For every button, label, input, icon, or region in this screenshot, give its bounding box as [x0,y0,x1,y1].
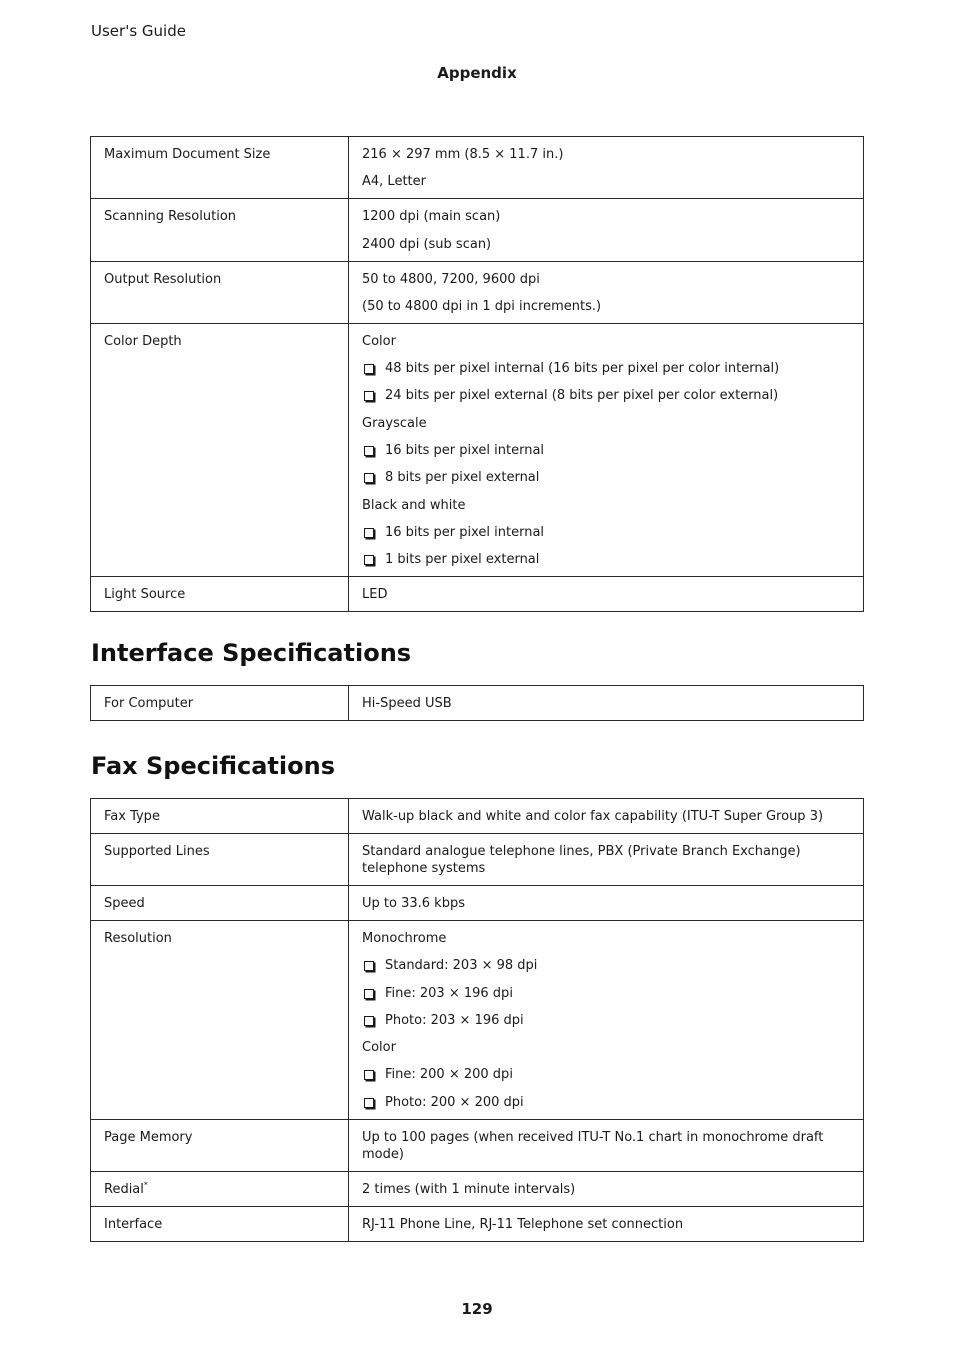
spec-label-cell [91,261,349,323]
spec-value-text: Standard: 203 × 98 dpi [385,958,538,974]
spec-value-text: 2400 dpi (sub scan) [362,236,492,252]
spec-value-text: 50 to 4800, 7200, 9600 dpi [362,271,540,287]
spec-value-line [362,333,850,350]
spec-value-line [362,146,850,163]
spec-value-text: Photo: 203 × 196 dpi [385,1012,524,1028]
spec-value-cell [349,1206,864,1241]
spec-value-text: Black and white [362,497,466,513]
spec-row [91,834,864,886]
spec-value-text: Standard analogue telephone lines, PBX (Private Branch Exchange) telephone systems [362,844,801,876]
spec-label-cell [91,1171,349,1206]
spec-value-line [362,895,850,912]
spec-row [91,577,864,612]
spec-bullet-item [362,524,850,541]
spec-value-line [362,236,850,253]
checkbox-bullet-icon [364,391,374,401]
spec-label-cell [91,1206,349,1241]
spec-value-line [362,1039,850,1056]
spec-value-cell [349,686,864,721]
spec-value-line [362,930,850,947]
spec-value-line [362,173,850,190]
spec-bullet-item [362,985,850,1002]
spec-value-text: 8 bits per pixel external [385,470,540,486]
spec-label-cell [91,886,349,921]
spec-row [91,886,864,921]
spec-value-line [362,415,850,432]
checkbox-bullet-icon [364,1070,374,1080]
spec-label-cell [91,137,349,199]
spec-label: Scanning Resolution [104,209,237,225]
spec-value-line [362,843,850,877]
spec-value-text: LED [362,587,388,603]
interface-specs-table [90,685,864,721]
spec-label: Output Resolution [104,271,222,287]
spec-value-text: 1200 dpi (main scan) [362,209,501,225]
spec-value-text: Walk-up black and white and color fax capability (ITU-T Super Group 3) [362,809,824,824]
checkbox-bullet-icon [364,528,374,538]
spec-value-text: 48 bits per pixel internal (16 bits per pixel per color internal) [385,361,780,377]
spec-value-cell [349,799,864,834]
spec-label: Redial [104,1181,144,1197]
spec-value-text: 24 bits per pixel external (8 bits per pixel per color external) [385,388,779,404]
checkbox-bullet-icon [364,961,374,971]
spec-value-cell [349,1119,864,1171]
spec-value-text: Color [362,1040,396,1056]
checkbox-bullet-icon [364,555,374,565]
spec-value-cell [349,323,864,576]
spec-bullet-item [362,1012,850,1029]
spec-label: Speed [104,896,145,911]
spec-value-text: Up to 100 pages (when received ITU-T No.1 chart in monochrome draft mode) [362,1129,824,1162]
spec-row [91,1206,864,1241]
spec-value-line [362,497,850,514]
spec-value-line [362,298,850,315]
spec-value-line [362,808,850,825]
spec-value-line [362,695,850,712]
page-number: 129 [461,1300,493,1318]
spec-row [91,323,864,576]
spec-value-text: 216 × 297 mm (8.5 × 11.7 in.) [362,147,564,162]
spec-value-line [362,1129,850,1163]
checkbox-bullet-icon [364,473,374,483]
spec-label: Light Source [104,587,186,603]
spec-bullet-item [362,469,850,486]
spec-value-text: RJ-11 Phone Line, RJ-11 Telephone set connection [362,1216,684,1232]
spec-value-text: A4, Letter [362,174,426,190]
spec-bullet-item [362,551,850,568]
spec-row [91,199,864,261]
spec-bullet-item [362,957,850,974]
spec-label-cell [91,577,349,612]
spec-value-cell [349,1171,864,1206]
spec-value-cell [349,921,864,1120]
spec-bullet-item [362,360,850,377]
spec-value-text: 16 bits per pixel internal [385,443,545,459]
spec-value-line [362,1181,850,1198]
spec-value-text: Grayscale [362,415,427,431]
spec-value-cell [349,834,864,886]
spec-row [91,1171,864,1206]
spec-value-cell [349,137,864,199]
spec-label: Interface [104,1216,163,1232]
spec-value-cell [349,886,864,921]
interface-specifications-heading: Interface Specifications [91,639,412,667]
spec-value-cell [349,261,864,323]
spec-label: Page Memory [104,1129,193,1145]
spec-value-text: Up to 33.6 kbps [362,896,465,911]
spec-row [91,686,864,721]
section-title: Appendix [437,64,517,82]
scanner-specs-table [90,136,864,612]
spec-value-text: (50 to 4800 dpi in 1 dpi increments.) [362,298,602,314]
spec-value-line [362,586,850,603]
spec-row [91,1119,864,1171]
spec-value-text: Fine: 200 × 200 dpi [385,1067,513,1083]
checkbox-bullet-icon [364,446,374,456]
guide-title: User's Guide [91,22,186,40]
spec-label-cell [91,323,349,576]
spec-bullet-item [362,1094,850,1111]
spec-bullet-item [362,442,850,459]
checkbox-bullet-icon [364,1098,374,1108]
fax-specifications-heading: Fax Specifications [91,752,335,780]
checkbox-bullet-icon [364,989,374,999]
spec-value-text: Fine: 203 × 196 dpi [385,985,513,1001]
spec-value-text: 16 bits per pixel internal [385,524,545,540]
spec-value-cell [349,199,864,261]
spec-label-cell [91,1119,349,1171]
spec-label: Fax Type [104,809,160,824]
spec-label: Maximum Document Size [104,147,271,162]
spec-value-cell [349,577,864,612]
spec-row [91,921,864,1120]
spec-value-line [362,208,850,225]
spec-bullet-item [362,387,850,404]
checkbox-bullet-icon [364,364,374,374]
spec-label: Supported Lines [104,844,210,859]
fax-specs-table [90,798,864,1242]
spec-value-line [362,1216,850,1233]
spec-value-text: Hi-Speed USB [362,696,452,711]
spec-label: Resolution [104,931,172,946]
spec-row [91,261,864,323]
spec-value-text: Color [362,333,396,349]
footnote-mark: * [143,1180,148,1190]
checkbox-bullet-icon [364,1016,374,1026]
spec-row [91,799,864,834]
spec-bullet-item [362,1066,850,1083]
spec-label: Color Depth [104,333,182,349]
spec-label-cell [91,199,349,261]
spec-label-cell [91,921,349,1120]
spec-value-text: Monochrome [362,931,447,946]
spec-label-cell [91,834,349,886]
spec-value-line [362,271,850,288]
spec-value-text: 2 times (with 1 minute intervals) [362,1181,576,1197]
spec-label-cell [91,686,349,721]
spec-label: For Computer [104,696,194,711]
spec-row [91,137,864,199]
spec-value-text: 1 bits per pixel external [385,552,540,568]
spec-value-text: Photo: 200 × 200 dpi [385,1094,524,1110]
spec-label-cell [91,799,349,834]
